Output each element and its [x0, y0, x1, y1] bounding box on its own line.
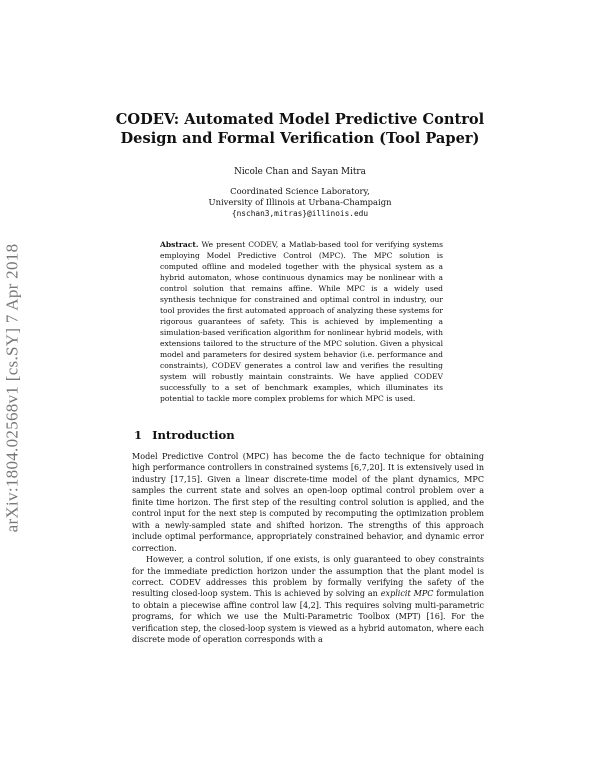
- paragraph-text: formulation to obtain a piecewise affine control law [4,2]. This requires solving multi-parametric programs, for which we use the Multi-Parametric Toolbox (MPT) [16]. For the verification step, the closed-loop system is viewed as a hybrid automaton, where each discrete mode of operation corresponds with a: [132, 589, 485, 645]
- affiliation-lab: Coordinated Science Laboratory,: [230, 186, 370, 196]
- emphasis-text: explicit MPC: [380, 589, 434, 599]
- body-paragraph: Model Predictive Control (MPC) has become the de facto technique for obtaining high performance controllers in constrained systems [6,7,20]. It is extensively used in industry [17,15]. Given a linear discrete-time model of the plant dynamics, MPC samples the current state and solves an open-loop optimal control problem over a finite time horizon. The first step of the resulting control solution is applied, and the control input for the next step is computed by recomputing the optimization problem with a newly-sampled state and shifted horizon. The strengths of this approach include optimal performance, appropriately constrained behavior, and dynamic error correction.: [132, 452, 484, 553]
- affiliation-university: University of Illinois at Urbana-Champaign: [208, 197, 392, 207]
- body-paragraph: [132, 554, 484, 646]
- abstract-label: Abstract.: [160, 240, 199, 249]
- affiliation-block: [0, 186, 600, 219]
- abstract-text: We present CODEV, a Matlab-based tool for verifying systems employing Model Predictive Control (MPC). The MPC solution is computed offline and modeled together with the physical system as a hybrid automaton, whose continuous dynamics may be nonlinear with a control solution that remains affine. While MPC is a widely used synthesis technique for constrained and optimal control in industry, our tool provides the first automated approach of analyzing these systems for rigorous guarantees of safety. This is achieved by implementing a simulation-based verification algorithm for nonlinear hybrid models, with extensions tailored to the structure of the MPC solution. Given a physical model and parameters for desired system behavior (i.e. performance and constraints), CODEV generates a control law and verifies the resulting system will robustly maintain constraints. We have applied CODEV successfully to a set of benchmark examples, which illuminates its potential to tackle more complex problems for which MPC is used.: [160, 240, 443, 403]
- section-heading: [134, 428, 235, 442]
- abstract: [160, 239, 443, 404]
- author-emails: {nschan3,mitras}@illinois.edu: [231, 209, 369, 218]
- authors: Nicole Chan and Sayan Mitra: [234, 167, 366, 177]
- section-title: Introduction: [152, 428, 235, 442]
- arxiv-identifier: [2, 188, 22, 588]
- section-number: 1: [134, 428, 143, 442]
- arxiv-identifier-text: arXiv:1804.02568v1 [cs.SY] 7 Apr 2018: [2, 243, 21, 533]
- paragraph-text: However, a control solution, if one exists, is only guaranteed to obey constraints for the immediate prediction horizon under the assumption that the plant model is correct. CODEV addresses this problem by formally verifying the safety of the resulting closed-loop system. This is achieved by solving an: [132, 555, 484, 599]
- section-body: [132, 451, 484, 646]
- paper-title: CODEV: Automated Model Predictive Control Design and Formal Verification (Tool Paper): [115, 111, 485, 147]
